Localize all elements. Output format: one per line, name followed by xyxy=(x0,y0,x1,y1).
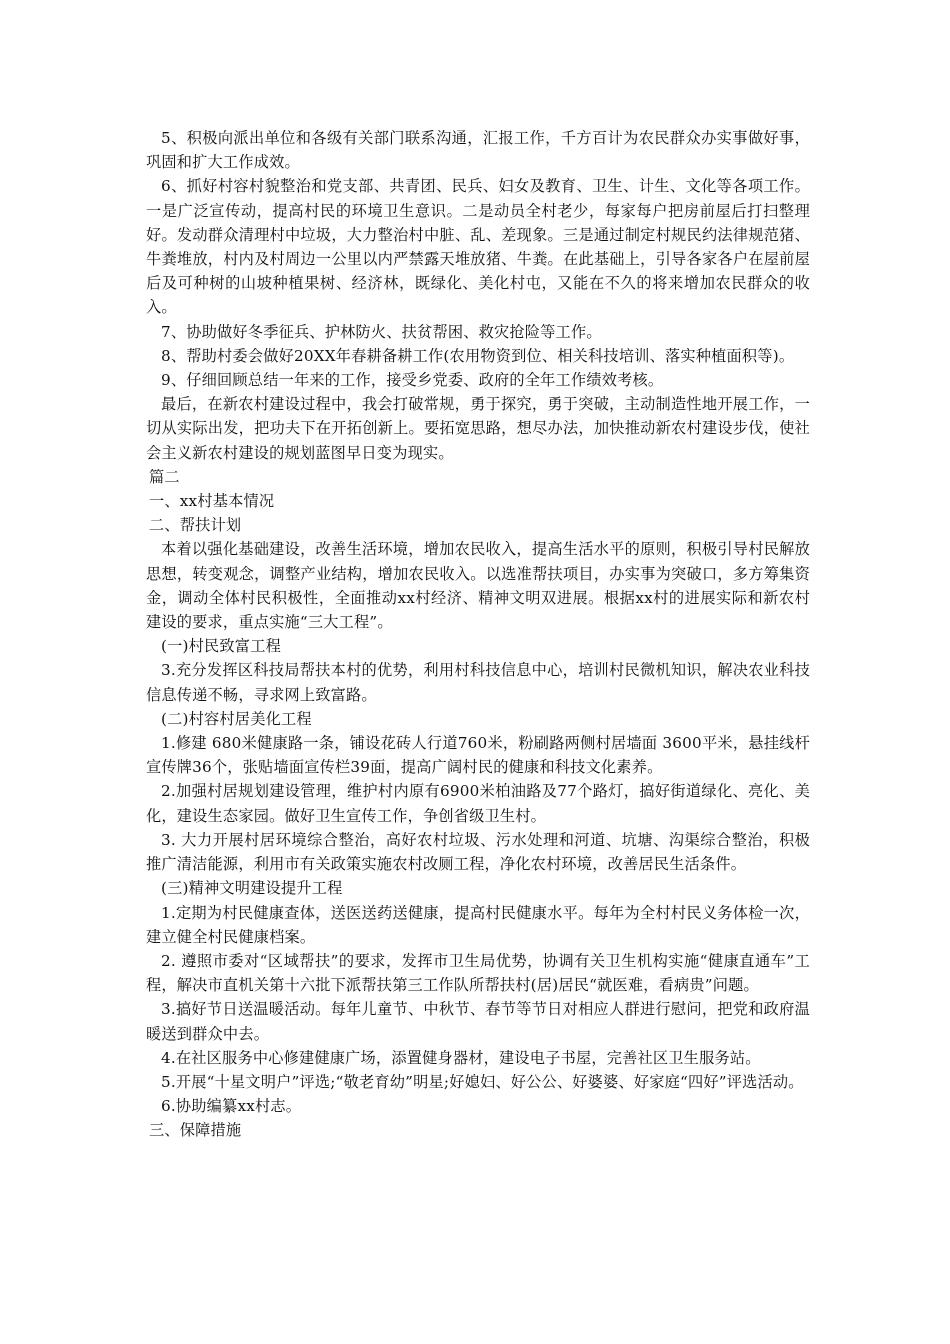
paragraph-conclusion: 最后，在新农村建设过程中，我会打破常规，勇于探究，勇于突破，主动制造性地开展工作，一切从实际出发，把功夫下在开拓创新上。要拓宽思路，想尽办法，加快推动新农村建设步伐，使社会主义新农村建设的规划蓝图早日变为现实。 xyxy=(146,395,810,462)
paragraph-plan-intro: 本着以强化基础建设，改善生活环境，增加农民收入，提高生活水平的原则，积极引导村民解放思想，转变观念，调整产业结构，增加农民收入。以选准帮扶项目，办实事为突破口，多方筹集资金，调动全体村民积极性，全面推动xx村经济、精神文明双进展。根据xx村的进展实际和新农村建设的要求，重点实施“三大工程”。 xyxy=(146,540,810,632)
paragraph-civilization-item-4: 4.在社区服务中心修建健康广场，添置健身器材，建设电子书屋，完善社区卫生服务站。 xyxy=(161,1048,761,1067)
paragraph-beautification-item-3: 3. 大力开展村居环境综合整治，高好农村垃圾、污水处理和河道、坑塘、沟渠综合整治，积极推广清洁能源，利用市有关政策实施农村改厕工程，净化农村环境，改善居民生活条件。 xyxy=(146,830,810,874)
document-page xyxy=(146,126,810,1143)
paragraph-civilization-item-3: 3.搞好节日送温暖活动。每年儿童节、中秋节、春节等节日对相应人群进行慰问，把党和政府温暖送到群众中去。 xyxy=(146,1000,810,1043)
section-heading-assistance-plan: 二、帮扶计划 xyxy=(149,516,242,535)
section-heading-basic-info: 一、xx村基本情况 xyxy=(149,492,275,511)
paragraph-beautification-item-2: 2.加强村居规划建设管理，维护村内原有6900米柏油路及77个路灯，搞好街道绿化、亮化、美化，建设生态家园。做好卫生宣传工作，争创省级卫生村。 xyxy=(146,782,810,825)
subheading-beautification-project: (二)村容村居美化工程 xyxy=(161,709,312,728)
subheading-civilization-project: (三)精神文明建设提升工程 xyxy=(161,879,343,898)
paragraph-item-6: 6、抓好村容村貌整治和党支部、共青团、民兵、妇女及教育、卫生、计生、文化等各项工作。一是广泛宣传动，提高村民的环境卫生意识。二是动员全村老少，每家每户把房前屋后打扫整理好。发动群众清理村中垃圾，大力整治村中脏、乱、差现象。三是通过制定村规民约法律规范猪、牛粪堆放，村内及村周边一公里以内严禁露天堆放猪、牛粪。在此基础上，引导各家各户在屋前屋后及可种树的山坡种植果树、经济林，既绿化、美化村屯，又能在不久的将来增加农民群众的收入。 xyxy=(146,177,810,317)
paragraph-civilization-item-6: 6.协助编纂xx村志。 xyxy=(161,1097,302,1116)
section-heading-safeguards: 三、保障措施 xyxy=(149,1121,242,1140)
subheading-prosperity-project: (一)村民致富工程 xyxy=(161,637,281,656)
paragraph-item-7: 7、协助做好冬季征兵、护林防火、扶贫帮困、救灾抢险等工作。 xyxy=(161,322,602,341)
paragraph-civilization-item-2: 2. 遵照市委对“区域帮扶”的要求，发挥市卫生局优势，协调有关卫生机构实施“健康直通车”工程，解决市直机关第十六批下派帮扶第三工作队所帮扶村(居)居民“就医难，看病贵”问题。 xyxy=(146,951,810,995)
paragraph-item-5: 5、积极向派出单位和各级有关部门联系沟通，汇报工作，千方百计为农民群众办实事做好事，巩固和扩大工作成效。 xyxy=(146,129,810,172)
section-title-part-two: 篇二 xyxy=(149,467,180,486)
paragraph-prosperity-item-3: 3.充分发挥区科技局帮扶本村的优势，利用村科技信息中心，培训村民微机知识，解决农业科技信息传递不畅，寻求网上致富路。 xyxy=(146,661,810,704)
paragraph-beautification-item-1: 1.修建 680米健康路一条，铺设花砖人行道760米，粉刷路两侧村居墙面 3600平米，悬挂线杆宣传牌36个，张贴墙面宣传栏39面，提高广阔村民的健康和科技文化素养。 xyxy=(146,734,810,777)
paragraph-civilization-item-5: 5.开展“十星文明户”评选;“敬老育幼”明星;好媳妇、好公公、好婆婆、好家庭“四好”评选活动。 xyxy=(161,1072,804,1091)
paragraph-civilization-item-1: 1.定期为村民健康查体，送医送药送健康，提高村民健康水平。每年为全村村民义务体检一次，建立健全村民健康档案。 xyxy=(146,903,810,946)
paragraph-item-8: 8、帮助村委会做好20XX年春耕备耕工作(农用物资到位、相关科技培训、落实种植面积等)。 xyxy=(161,346,795,365)
paragraph-item-9: 9、仔细回顾总结一年来的工作，接受乡党委、政府的全年工作绩效考核。 xyxy=(161,371,664,390)
